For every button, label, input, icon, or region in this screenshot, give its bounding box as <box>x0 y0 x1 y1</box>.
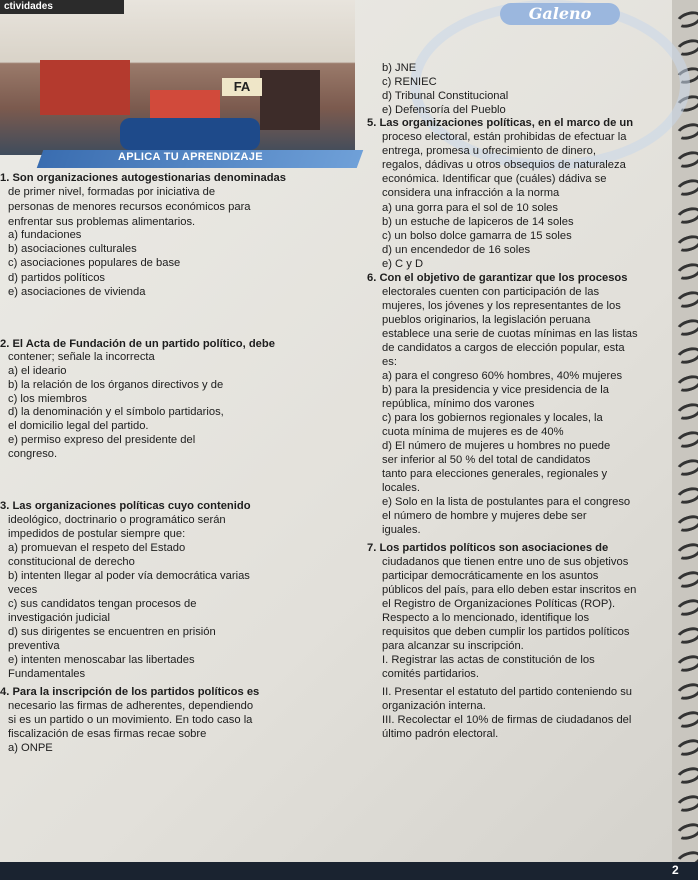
right-text-line: III. Recolectar el 10% de firmas de ciudadanos del <box>382 714 632 726</box>
right-text-line: cuota mínima de mujeres es de 40% <box>382 426 564 438</box>
right-text-line: tanto para elecciones generales, regionales y <box>382 468 608 480</box>
right-text-line: b) un estuche de lapiceros de 14 soles <box>382 216 574 228</box>
right-text-line: iguales. <box>382 524 421 536</box>
right-text-line: 7. Los partidos políticos son asociaciones de <box>367 542 609 554</box>
left-text-line: 4. Para la inscripción de los partidos políticos es <box>0 686 260 698</box>
left-text-line: c) los miembros <box>8 393 87 405</box>
footer-bar <box>0 862 698 880</box>
left-text-line: e) intenten menoscabar las libertades <box>8 654 195 666</box>
right-text-line: d) Tribunal Constitucional <box>382 90 509 102</box>
right-text-line: entrega, promesa u ofrecimiento de dinero, <box>382 145 596 157</box>
right-text-line: locales. <box>382 482 420 494</box>
right-text-line: b) JNE <box>382 62 417 74</box>
left-text-line: b) asociaciones culturales <box>8 243 137 255</box>
right-text-line: c) para los gobiernos regionales y locales, la <box>382 412 603 424</box>
left-text-line: Fundamentales <box>8 668 86 680</box>
header-photo <box>0 0 355 155</box>
brand-logo: Galeno <box>500 3 620 25</box>
left-text-line: a) promuevan el respeto del Estado <box>8 542 186 554</box>
right-text-line: d) El número de mujeres u hombres no puede <box>382 440 611 452</box>
photo-car <box>120 118 260 150</box>
right-text-line: d) un encendedor de 16 soles <box>382 244 531 256</box>
page-number: 2 <box>672 863 679 877</box>
right-text-line: a) una gorra para el sol de 10 soles <box>382 202 559 214</box>
left-text-line: d) partidos políticos <box>8 272 106 284</box>
section-title: APLICA TU APRENDIZAJE <box>118 151 263 163</box>
right-text-line: regalos, dádivas u otros obsequios de naturaleza <box>382 159 626 171</box>
left-text-line: c) sus candidatos tengan procesos de <box>8 598 197 610</box>
left-text-line: e) asociaciones de vivienda <box>8 286 146 298</box>
right-text-line: c) RENIEC <box>382 76 437 88</box>
left-text-line: a) fundaciones <box>8 229 82 241</box>
left-text-line: de primer nivel, formadas por iniciativa de <box>8 186 216 198</box>
right-text-line: II. Presentar el estatuto del partido conteniendo su <box>382 686 633 698</box>
left-text-line: 3. Las organizaciones políticas cuyo contenido <box>0 500 251 512</box>
right-text-line: organización interna. <box>382 700 486 712</box>
right-text-line: I. Registrar las actas de constitución de los <box>382 654 595 666</box>
section-tab: ctividades <box>0 0 124 14</box>
photo-doorway <box>260 70 320 130</box>
right-text-line: económica. Identificar que (cuáles) dádiva se <box>382 173 607 185</box>
left-text-line: b) la relación de los órganos directivos y de <box>8 379 224 391</box>
right-text-line: c) un bolso dolce gamarra de 15 soles <box>382 230 572 242</box>
left-text-line: congreso. <box>8 448 58 460</box>
left-text-line: impedidos de postular siempre que: <box>8 528 186 540</box>
left-text-line: b) intenten llegar al poder vía democrática varias <box>8 570 250 582</box>
right-text-line: electorales cuenten con participación de las <box>382 286 600 298</box>
left-text-line: ideológico, doctrinario o programático serán <box>8 514 226 526</box>
right-text-line: considera una infracción a la norma <box>382 187 560 199</box>
right-text-line: el Registro de Organizaciones Políticas (ROP). <box>382 598 616 610</box>
right-text-line: establece una serie de cuotas mínimas en las listas <box>382 328 638 340</box>
left-text-line: necesario las firmas de adherentes, dependiendo <box>8 700 254 712</box>
right-text-line: b) para la presidencia y vice presidencia de la <box>382 384 609 396</box>
right-text-line: 5. Las organizaciones políticas, en el marco de un <box>367 117 634 129</box>
right-text-line: e) Defensoría del Pueblo <box>382 104 506 116</box>
left-text-line: 2. El Acta de Fundación de un partido político, debe <box>0 338 275 350</box>
right-text-line: ciudadanos que tienen entre uno de sus objetivos <box>382 556 629 568</box>
left-text-line: fiscalización de esas firmas recae sobre <box>8 728 207 740</box>
right-text-line: de candidatos a cargos de elección popular, esta <box>382 342 625 354</box>
left-text-line: c) asociaciones populares de base <box>8 257 181 269</box>
left-text-line: enfrentar sus problemas alimentarios. <box>8 216 196 228</box>
left-text-line: investigación judicial <box>8 612 110 624</box>
left-text-line: a) ONPE <box>8 742 53 754</box>
right-text-line: comités partidarios. <box>382 668 479 680</box>
right-text-line: mujeres, los jóvenes y los representantes de los <box>382 300 621 312</box>
left-text-line: d) la denominación y el símbolo partidarios, <box>8 406 224 418</box>
right-text-line: proceso electoral, están prohibidas de efectuar la <box>382 131 627 143</box>
right-text-line: públicos del país, para ello deben estar inscritos en <box>382 584 637 596</box>
right-text-line: requisitos que deben cumplir los partidos políticos <box>382 626 630 638</box>
right-text-line: para alcanzar su inscripción. <box>382 640 524 652</box>
photo-sign-red <box>40 60 130 115</box>
left-text-line: contener; señale la incorrecta <box>8 351 155 363</box>
left-text-line: constitucional de derecho <box>8 556 135 568</box>
right-text-line: 6. Con el objetivo de garantizar que los procesos <box>367 272 628 284</box>
right-text-line: el número de hombre y mujeres debe ser <box>382 510 587 522</box>
left-text-line: preventiva <box>8 640 60 652</box>
right-text-line: e) Solo en la lista de postulantes para el congreso <box>382 496 631 508</box>
left-text-line: si es un partido o un movimiento. En todo caso la <box>8 714 253 726</box>
left-text-line: a) el ideario <box>8 365 67 377</box>
photo-fa-sign: FA <box>222 78 262 96</box>
right-text-line: república, mínimo dos varones <box>382 398 535 410</box>
right-text-line: Respecto a lo mencionado, identifique los <box>382 612 590 624</box>
left-text-line: el domicilio legal del partido. <box>8 420 149 432</box>
right-text-line: a) para el congreso 60% hombres, 40% mujeres <box>382 370 623 382</box>
right-text-line: ser inferior al 50 % del total de candidatos <box>382 454 591 466</box>
right-text-line: e) C y D <box>382 258 424 270</box>
left-text-line: 1. Son organizaciones autogestionarias denominadas <box>0 172 286 184</box>
right-text-line: es: <box>382 356 397 368</box>
right-text-line: pueblos originarios, la legislación peruana <box>382 314 591 326</box>
left-text-line: personas de menores recursos económicos para <box>8 201 251 213</box>
left-text-line: veces <box>8 584 38 596</box>
right-text-line: último padrón electoral. <box>382 728 499 740</box>
left-text-line: e) permiso expreso del presidente del <box>8 434 196 446</box>
left-text-line: d) sus dirigentes se encuentren en prisión <box>8 626 216 638</box>
right-text-line: participar democráticamente en los asuntos <box>382 570 599 582</box>
